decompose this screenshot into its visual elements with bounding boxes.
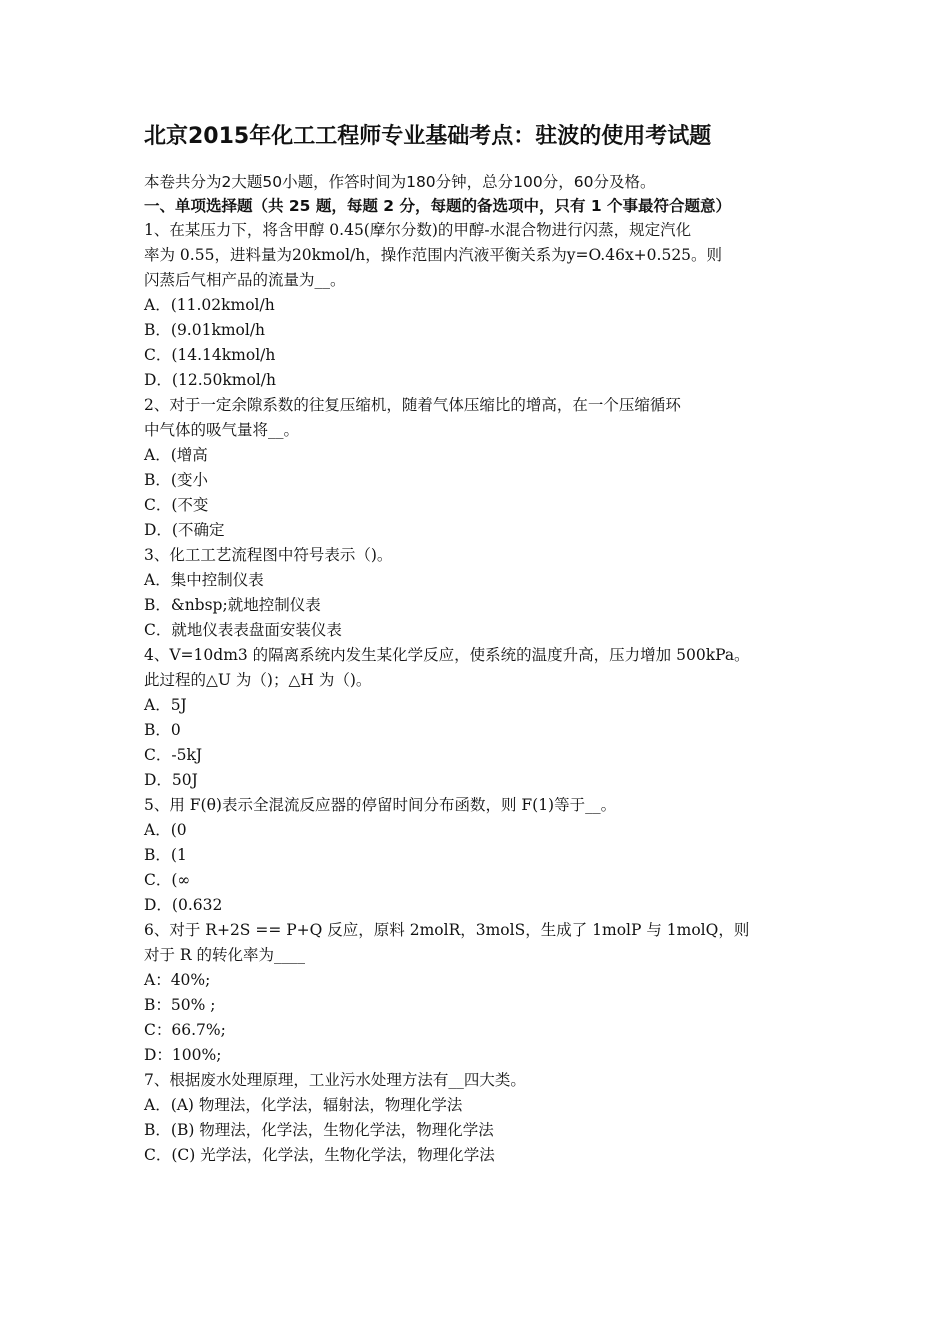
option-b: B．(变小: [144, 471, 208, 489]
option-b: B．(B) 物理法，化学法，生物化学法，物理化学法: [144, 1121, 494, 1139]
question-1: [144, 218, 820, 393]
option-c: C：66.7%;: [144, 1021, 226, 1039]
question-stem-line: 对于 R 的转化率为____: [144, 946, 306, 964]
option-b: B：50% ;: [144, 996, 216, 1014]
question-stem-line: 闪蒸后气相产品的流量为__。: [144, 271, 346, 289]
option-b: B．0: [144, 721, 181, 739]
question-6: [144, 918, 820, 1068]
exam-summary: 本卷共分为2大题50小题，作答时间为180分钟，总分100分，60分及格。: [144, 173, 656, 191]
question-3: [144, 543, 820, 643]
question-stem-line: 4、V=10dm3 的隔离系统内发生某化学反应，使系统的温度升高，压力增加 500kPa。: [144, 646, 750, 664]
option-a: A．(增高: [144, 446, 208, 464]
option-d: D．(0.632: [144, 896, 223, 914]
question-stem-line: 1、在某压力下，将含甲醇 0.45(摩尔分数)的甲醇-水混合物进行闪蒸，规定汽化: [144, 221, 692, 239]
option-c: C．-5kJ: [144, 746, 203, 764]
document-page: [144, 118, 820, 1168]
question-stem-line: 5、用 F(θ)表示全混流反应器的停留时间分布函数，则 F(1)等于__。: [144, 796, 617, 814]
option-a: A．集中控制仪表: [144, 571, 264, 589]
question-stem-line: 中气体的吸气量将__。: [144, 421, 300, 439]
option-b: B．(9.01kmol/h: [144, 321, 266, 339]
section-heading: 一、单项选择题（共 25 题，每题 2 分，每题的备选项中，只有 1 个事最符合题意）: [144, 197, 732, 215]
question-stem-line: 率为 0.55，进料量为20kmol/h，操作范围内汽液平衡关系为y=O.46x+0.525。则: [144, 246, 723, 264]
option-d: D．(不确定: [144, 521, 225, 539]
question-stem-line: 7、根据废水处理原理，工业污水处理方法有__四大类。: [144, 1071, 526, 1089]
question-stem-line: 2、对于一定余隙系数的往复压缩机，随着气体压缩比的增高，在一个压缩循环: [144, 396, 681, 414]
option-c: C．就地仪表表盘面安装仪表: [144, 621, 342, 639]
option-d: D．(12.50kmol/h: [144, 371, 276, 389]
question-stem-line: 3、化工工艺流程图中符号表示（)。: [144, 546, 393, 564]
option-a: A．5J: [144, 696, 187, 714]
option-b: B．(1: [144, 846, 187, 864]
option-a: A．(0: [144, 821, 187, 839]
option-c: C．(不变: [144, 496, 209, 514]
question-stem-line: 6、对于 R+2S == P+Q 反应，原料 2molR，3molS，生成了 1molP 与 1molQ，则: [144, 921, 750, 939]
option-a: A：40%;: [144, 971, 211, 989]
option-d: D．50J: [144, 771, 198, 789]
option-d: D：100%;: [144, 1046, 222, 1064]
option-c: C．(C) 光学法，化学法，生物化学法，物理化学法: [144, 1146, 495, 1164]
option-a: A．(A) 物理法，化学法，辐射法，物理化学法: [144, 1096, 463, 1114]
option-b: B．&nbsp;就地控制仪表: [144, 596, 321, 614]
question-stem-line: 此过程的△U 为（)；△H 为（)。: [144, 671, 372, 689]
option-c: C．(14.14kmol/h: [144, 346, 276, 364]
option-c: C．(∞: [144, 871, 191, 889]
document-title: 北京2015年化工工程师专业基础考点：驻波的使用考试题: [144, 124, 712, 149]
question-5: [144, 793, 820, 918]
question-4: [144, 643, 820, 793]
option-a: A．(11.02kmol/h: [144, 296, 275, 314]
question-7: [144, 1068, 820, 1168]
question-2: [144, 393, 820, 543]
